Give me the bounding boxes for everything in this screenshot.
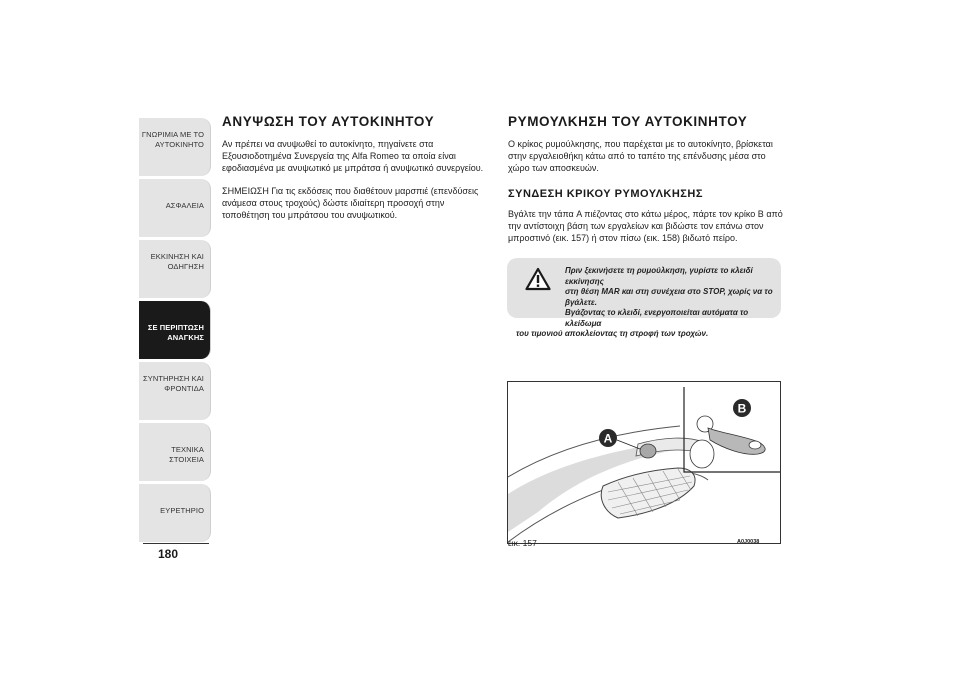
tab-label: ΤΕΧΝΙΚΑ ΣΤΟΙΧΕΙΑ: [169, 445, 204, 464]
warning-box: [507, 258, 781, 338]
tab-label: ΓΝΩΡΙΜΙΑ ΜΕ ΤΟ ΑΥΤΟΚΙΝΗΤΟ: [141, 130, 204, 149]
heading-lifting: ΑΝΥΨΩΣΗ ΤΟΥ ΑΥΤΟΚΙΝΗΤΟΥ: [222, 114, 435, 129]
warning-line: του τιμονιού αποκλείοντας τη στροφή των τροχών.: [516, 329, 709, 338]
tab-safety[interactable]: [139, 179, 211, 237]
subheading-tow-ring: ΣΥΝΔΕΣΗ ΚΡΙΚΟΥ ΡΥΜΟΥΛΚΗΣΗΣ: [508, 188, 703, 200]
warning-line: Πριν ξεκινήσετε τη ρυμούλκηση, γυρίστε το κλειδί εκκίνησης: [565, 266, 753, 286]
bumper-illustration: [508, 382, 780, 543]
tab-label: ΣΕ ΠΕΡΙΠΤΩΣΗ ΑΝΑΓΚΗΣ: [147, 323, 204, 342]
label-b: B: [737, 401, 747, 416]
figure-157: [507, 381, 781, 544]
page-number-rule: [143, 543, 209, 544]
paragraph-tow-ring: Βγάλτε την τάπα A πιέζοντας στο κάτω μέρος, πάρτε τον κρίκο B από την αντίστοιχη βάση των εργαλείων και βιδώστε τον επάνω στον μπροστινό (εικ. 157) ή στον πίσω (εικ. 158) βιδωτό πείρο.: [508, 209, 783, 244]
tab-label: ΕΥΡΕΤΗΡΙΟ: [160, 506, 204, 515]
figure-caption: εικ. 157: [508, 538, 537, 548]
tab-starting-driving[interactable]: [139, 240, 211, 298]
tab-label: ΣΥΝΤΗΡΗΣΗ ΚΑΙ ΦΡΟΝΤΙΔΑ: [143, 374, 204, 393]
paragraph-note: ΣΗΜΕΙΩΣΗ Για τις εκδόσεις που διαθέτουν μαρσπιέ (επενδύσεις ανάμεσα στους τροχούς) δώστε ιδιαίτερη προσοχή στην τοποθέτηση του μπράτσου του ανυψωτικού.: [222, 186, 479, 221]
label-a: A: [603, 431, 613, 446]
warning-line: στη θέση MAR και στη συνέχεια στο STOP, χωρίς να το βγάλετε.: [565, 287, 773, 307]
paragraph-towing: Ο κρίκος ρυμούλκησης, που παρέχεται με το αυτοκίνητο, βρίσκεται στην εργαλειοθήκη κάτω από το ταπέτο της επένδυσης μέσα στο χώρο των αποσκευών.: [508, 139, 773, 174]
page-number: 180: [158, 547, 179, 561]
warning-text: [516, 266, 774, 340]
tab-getting-to-know[interactable]: [139, 118, 211, 176]
warning-line: Βγάζοντας το κλειδί, ενεργοποιείται αυτόματα το κλείδωμα: [565, 308, 749, 328]
tab-label: ΕΚΚΙΝΗΣΗ ΚΑΙ ΟΔΗΓΗΣΗ: [150, 252, 204, 271]
tab-index[interactable]: [139, 484, 211, 542]
figure-code: A0J0038: [737, 539, 760, 545]
tab-technical-data[interactable]: [139, 423, 211, 481]
tab-emergency[interactable]: [139, 301, 211, 359]
heading-towing: ΡΥΜΟΥΛΚΗΣΗ ΤΟΥ ΑΥΤΟΚΙΝΗΤΟΥ: [508, 114, 748, 129]
tab-maintenance[interactable]: [139, 362, 211, 420]
tab-label: ΑΣΦΑΛΕΙΑ: [165, 201, 204, 210]
chapter-sidebar: [139, 118, 211, 545]
paragraph-lifting: Αν πρέπει να ανυψωθεί το αυτοκίνητο, πηγαίνετε στα Εξουσιοδοτημένα Συνεργεία της Alfa Romeo τα οποία είναι εφοδιασμένα με ανυψωτικό με μπράτσα ή ανυψωτικό συνεργείου.: [222, 139, 484, 174]
